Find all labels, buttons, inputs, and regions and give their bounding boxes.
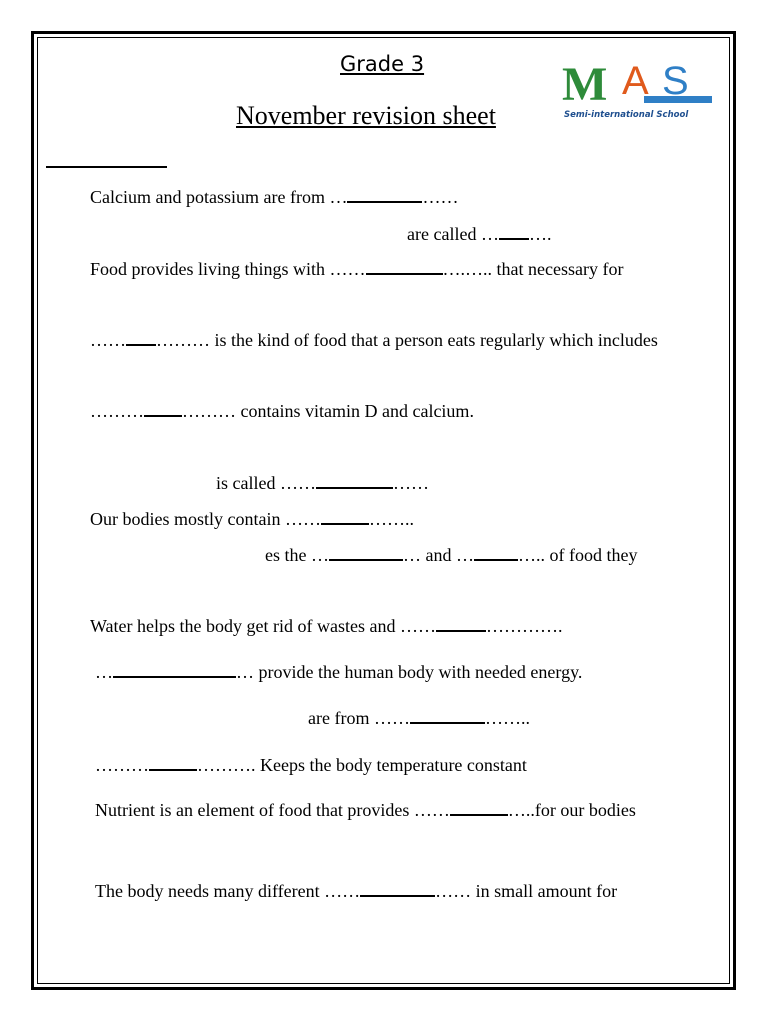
logo-letter-a: A [622, 59, 649, 103]
sentence-text: …..for our bodies [507, 800, 636, 820]
sentence-line [265, 545, 637, 566]
sentence-text: …… [422, 187, 459, 207]
sentence-line [90, 259, 623, 280]
logo-tagline: Semi-international School [564, 110, 689, 120]
sentence-line [95, 662, 582, 683]
heading-rule [46, 166, 167, 168]
answer-blank[interactable] [410, 708, 485, 724]
sentence-text: are called … [407, 224, 499, 244]
sentence-text: ……… is the kind of food that a person eats regularly which includes [156, 330, 658, 350]
sentence-line [407, 224, 551, 245]
sentence-text: ……… [95, 755, 149, 775]
answer-blank[interactable] [474, 545, 518, 561]
sentence-text: … [95, 662, 113, 682]
sentence-text: ………. Keeps the body temperature constant [197, 755, 527, 775]
sentence-line [90, 401, 474, 422]
sentence-line [216, 473, 429, 494]
sentence-text: ……… contains vitamin D and calcium. [182, 401, 474, 421]
logo-letter-s: S [662, 59, 689, 103]
sentence-text: …….. [484, 708, 530, 728]
sentence-text: ……… [90, 401, 144, 421]
sentence-text: ….….. that necessary for [442, 259, 624, 279]
sentence-text: …… [392, 473, 429, 493]
sentence-line [90, 187, 458, 208]
sentence-text: … provide the human body with needed energy. [236, 662, 583, 682]
answer-blank[interactable] [347, 187, 422, 203]
sentence-text: Calcium and potassium are from … [90, 187, 348, 207]
sentence-line [308, 708, 530, 729]
sentence-text: … and … [402, 545, 474, 565]
answer-blank[interactable] [126, 330, 156, 346]
sentence-line [95, 800, 636, 821]
answer-blank[interactable] [321, 509, 369, 525]
sentence-text: …… [90, 330, 126, 350]
answer-blank[interactable] [144, 401, 182, 417]
sentence-text: …… in small amount for [435, 881, 618, 901]
answer-blank[interactable] [149, 755, 197, 771]
sentence-text: is called …… [216, 473, 316, 493]
sentence-line [95, 755, 527, 776]
sentence-text: …………. [485, 616, 563, 636]
grade-heading: Grade 3 [340, 52, 425, 76]
answer-blank[interactable] [436, 616, 486, 632]
sentence-line [90, 509, 414, 530]
answer-blank[interactable] [113, 662, 236, 678]
school-logo [562, 52, 714, 124]
sentence-line [90, 330, 658, 351]
sheet-title: November revision sheet [236, 101, 496, 130]
sentence-text: Water helps the body get rid of wastes and …… [90, 616, 436, 636]
sentence-text: The body needs many different …… [95, 881, 361, 901]
answer-blank[interactable] [316, 473, 393, 489]
logo-letter-m: M [562, 58, 608, 111]
answer-blank[interactable] [499, 224, 529, 240]
sentence-text: ….. of food they [517, 545, 638, 565]
sentence-text: Our bodies mostly contain …… [90, 509, 321, 529]
sentence-line [95, 881, 617, 902]
sentence-text: Food provides living things with …… [90, 259, 366, 279]
answer-blank[interactable] [329, 545, 403, 561]
sentence-text: es the … [265, 545, 329, 565]
answer-blank[interactable] [360, 881, 435, 897]
sentence-text: …. [528, 224, 552, 244]
sentence-text: Nutrient is an element of food that provides …… [95, 800, 450, 820]
sentence-text: …….. [368, 509, 414, 529]
answer-blank[interactable] [450, 800, 508, 816]
answer-blank[interactable] [366, 259, 443, 275]
sentence-text: are from …… [308, 708, 410, 728]
sentence-line [90, 616, 562, 637]
